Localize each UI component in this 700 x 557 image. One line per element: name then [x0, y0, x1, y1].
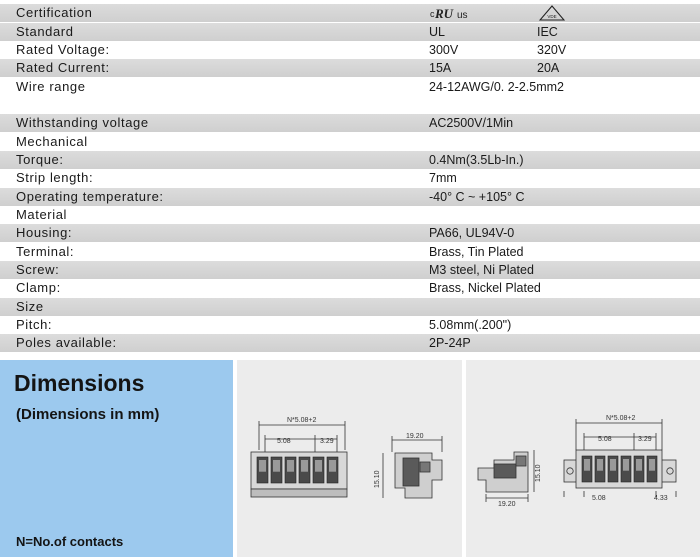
spec-label: Certification [16, 5, 93, 20]
terminal-screw [584, 459, 590, 471]
dimensions-section [0, 360, 700, 557]
dim-pitch: 5.08 [277, 438, 291, 445]
dim-overall: N*5.08+2 [287, 417, 317, 424]
spec-row [0, 243, 700, 261]
spec-value-secondary: IEC [537, 24, 558, 39]
terminal-screw [273, 460, 280, 472]
dimensions-subtitle: (Dimensions in mm) [16, 406, 160, 423]
spec-label: Rated Voltage: [16, 42, 110, 57]
terminal-screw [287, 460, 294, 472]
spec-label: Rated Current: [16, 60, 110, 76]
dimensions-note: N=No.of contacts [16, 534, 124, 549]
spec-value: AC2500V/1Min [429, 116, 514, 131]
spec-row [0, 59, 700, 77]
spec-value-secondary: 20A [537, 61, 560, 76]
spec-row [0, 298, 700, 316]
spec-value: UL [429, 24, 445, 39]
spec-row [0, 316, 700, 334]
dim-height: 15.10 [374, 470, 381, 488]
spec-row [0, 188, 700, 206]
terminal-screw [597, 459, 603, 471]
spec-label: Withstanding voltage [16, 115, 149, 131]
spec-row [0, 169, 700, 187]
spec-label: Clamp: [16, 280, 61, 296]
spec-row [0, 96, 700, 114]
terminal-screw [329, 460, 336, 472]
svg-text:c: c [430, 9, 435, 19]
spec-row [0, 224, 700, 242]
spec-value: 0.4Nm(3.5Lb-In.) [429, 153, 524, 167]
side-view-drawing [383, 436, 442, 498]
spec-value-secondary: 320V [537, 43, 567, 57]
spec-value: 5.08mm(.200") [429, 318, 512, 332]
terminal-screw [623, 459, 629, 471]
dim-offset: 3.29 [320, 438, 334, 445]
spec-label: Terminal: [16, 243, 75, 259]
spec-label: Housing: [16, 225, 73, 241]
svg-text:VDE: VDE [547, 14, 557, 19]
spec-row [0, 41, 700, 59]
spec-row [0, 151, 700, 169]
dim-offset-flanged: 3.29 [638, 436, 652, 443]
dim-height-flanged: 15.10 [535, 464, 542, 482]
spec-label: Strip length: [16, 170, 94, 186]
terminal-screw [315, 460, 322, 472]
spec-value: 15A [429, 61, 452, 76]
spec-row [0, 78, 700, 96]
dim-depth-flanged: 19.20 [498, 501, 516, 508]
spec-label: Mechanical [16, 133, 88, 149]
dim-depth: 19.20 [406, 433, 424, 440]
spec-value: 300V [429, 43, 459, 57]
spec-value: 2P-24P [429, 336, 471, 351]
spec-label: Wire range [16, 78, 86, 94]
dim-overall-flanged: N*5.08+2 [606, 415, 636, 422]
spec-value: Brass, Tin Plated [429, 244, 524, 259]
spec-row [0, 261, 700, 279]
terminal-screw [649, 459, 655, 471]
dimensions-title: Dimensions [14, 370, 145, 396]
spec-label: Operating temperature: [16, 188, 164, 204]
drawing-panel-flanged [466, 360, 700, 557]
dim-flange: 4.33 [654, 495, 668, 502]
spec-label: Material [16, 207, 68, 222]
svg-text:RU: RU [435, 6, 454, 21]
spec-row [0, 133, 700, 151]
spec-label: Torque: [16, 152, 64, 167]
spec-row [0, 279, 700, 297]
spec-row [0, 114, 700, 132]
spec-label: Standard [16, 23, 74, 39]
spec-value: Brass, Nickel Plated [429, 281, 541, 296]
dimensions-label-panel [0, 360, 233, 557]
spec-label: Screw: [16, 262, 60, 277]
spec-row [0, 334, 700, 352]
spec-label: Size [16, 298, 44, 314]
svg-text:us: us [457, 10, 468, 21]
spec-value: 24-12AWG/0. 2-2.5mm2 [429, 79, 565, 94]
ul-mark-icon [430, 5, 476, 21]
dim-pitch-flanged: 5.08 [598, 436, 612, 443]
side-view-flanged-drawing [478, 450, 534, 502]
spec-label: Poles available: [16, 335, 117, 351]
spec-row [0, 206, 700, 224]
drawing-panel-straight [237, 360, 462, 557]
spec-row [0, 23, 700, 41]
spec-row-certification [0, 4, 700, 22]
terminal-screw [259, 460, 266, 472]
spec-value: -40° C ~ +105° C [429, 189, 525, 204]
front-view-flanged-drawing [564, 419, 676, 497]
spec-value: M3 steel, Ni Plated [429, 263, 534, 277]
terminal-screw [636, 459, 642, 471]
spec-value: PA66, UL94V-0 [429, 226, 515, 241]
dim-flange-pitch: 5.08 [592, 495, 606, 502]
spec-value: 7mm [429, 171, 457, 186]
vde-mark-icon [539, 5, 565, 21]
spec-label: Pitch: [16, 317, 53, 332]
terminal-screw [301, 460, 308, 472]
terminal-screw [610, 459, 616, 471]
